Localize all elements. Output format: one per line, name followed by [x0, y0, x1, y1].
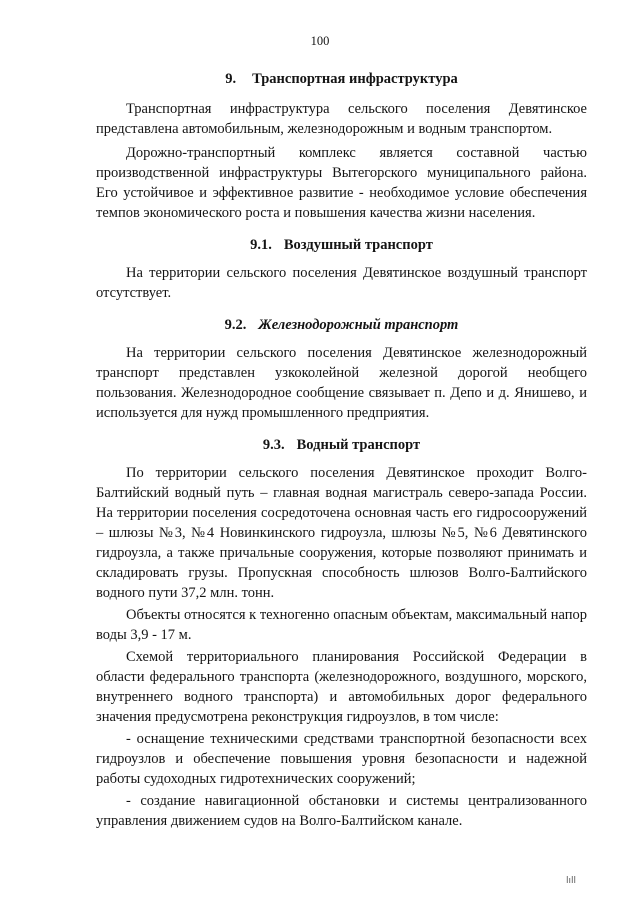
section-number: 9.3.	[262, 437, 285, 453]
section-title: Воздушный транспорт	[283, 237, 433, 253]
section-heading-9-1	[96, 236, 587, 255]
section-title: Транспортная инфраструктура	[252, 71, 458, 87]
page-number: 100	[310, 34, 330, 48]
paragraph: На территории сельского поселения Девятинское воздушный транспорт отсутствует.	[96, 265, 587, 301]
scan-corner-mark: lıll	[566, 876, 577, 886]
paragraph: Объекты относятся к техногенно опасным объектам, максимальный напор воды 3,9 - 17 м.	[96, 607, 587, 643]
section-title: Железнодорожный транспорт	[258, 317, 459, 333]
list-item: - создание навигационной обстановки и системы централизованного управления движением судов на Волго-Балтийском канале.	[96, 793, 587, 829]
section-heading-9-3	[96, 436, 587, 455]
section-heading-9	[96, 70, 587, 89]
section-heading-9-2	[96, 316, 587, 335]
section-number: 9.2.	[224, 317, 247, 333]
document-body	[96, 70, 587, 831]
section-title: Водный транспорт	[296, 437, 421, 453]
paragraph: Схемой территориального планирования Российской Федерации в области федерального транспорта (железнодорожного, воздушного, морского, внутреннего водного транспорта) и автомобильных дорог федерального значения предусмотрена реконструкция гидроузлов, в том числе:	[96, 649, 587, 725]
paragraph: Транспортная инфраструктура сельского поселения Девятинское представлена автомобильным, железнодорожным и водным транспортом.	[96, 101, 587, 137]
paragraph: На территории сельского поселения Девятинское железнодорожный транспорт представлен узкоколейной железной дорогой необщего пользования. Железнодородное сообщение связывает п. Депо и д. Янишево, и используется для нужд промышленного предприятия.	[96, 345, 587, 421]
section-number: 9.1.	[250, 237, 272, 253]
section-number: 9.	[225, 71, 237, 87]
list-item: - оснащение техническими средствами транспортной безопасности всех гидроузлов и обеспечение повышения уровня безопасности и надежной работы судоходных гидротехнических сооружений;	[96, 731, 587, 787]
paragraph: По территории сельского поселения Девятинское проходит Волго-Балтийский водный путь – главная водная магистраль северо-запада России. На территории поселения сосредоточена основная часть его гидросооружений – шлюзы №3, №4 Новинкинского гидроузла, шлюзы №5, №6 Девятинского гидроузла, а также причальные сооружения, которые позволяют принимать и складировать грузы. Пропускная способность шлюзов Волго-Балтийского водного пути 37,2 млн. тонн.	[96, 465, 587, 601]
paragraph: Дорожно-транспортный комплекс является составной частью производственной инфраструктуры Вытегорского муниципального района. Его устойчивое и эффективное развитие - необходимое условие обеспечения темпов экономического роста и повышения качества жизни населения.	[96, 145, 587, 221]
